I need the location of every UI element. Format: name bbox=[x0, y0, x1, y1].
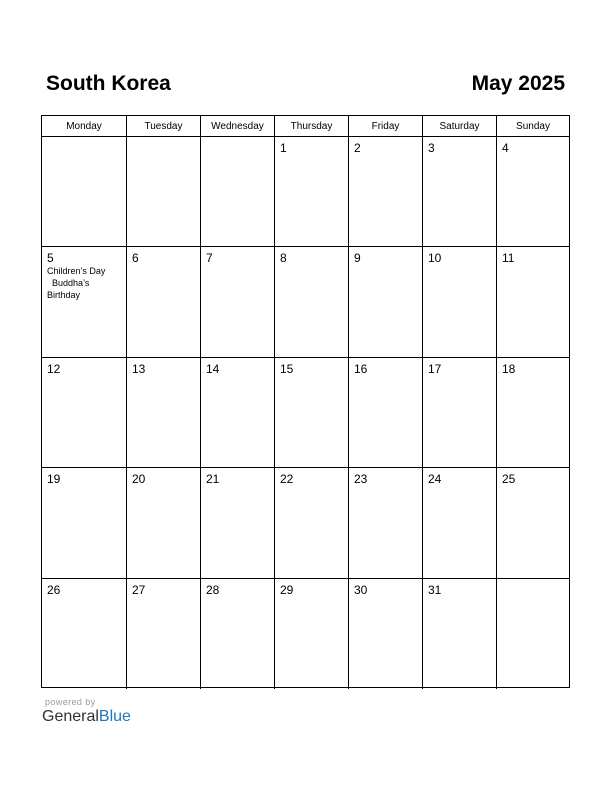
day-number: 3 bbox=[428, 141, 435, 155]
day-cell bbox=[275, 468, 349, 578]
day-number: 9 bbox=[354, 251, 361, 266]
day-cell bbox=[497, 468, 569, 578]
day-cell bbox=[423, 468, 497, 578]
day-number: 1 bbox=[280, 141, 287, 155]
day-number: 19 bbox=[47, 472, 61, 487]
day-number: 15 bbox=[280, 361, 294, 376]
weekday-header-sunday: Sunday bbox=[497, 116, 569, 137]
day-number: 5 bbox=[47, 251, 54, 266]
weekday-header-monday: Monday bbox=[42, 116, 127, 137]
day-number: 22 bbox=[280, 472, 294, 487]
day-number: 8 bbox=[280, 251, 287, 266]
day-number: 23 bbox=[354, 472, 368, 487]
day-number: 12 bbox=[47, 361, 61, 376]
day-number: 13 bbox=[132, 361, 146, 376]
day-cell bbox=[497, 247, 569, 357]
day-number: 21 bbox=[206, 472, 220, 487]
day-cell bbox=[497, 579, 569, 689]
day-number: 20 bbox=[132, 472, 146, 487]
day-cell bbox=[423, 358, 497, 468]
day-cell bbox=[423, 137, 497, 247]
day-cell bbox=[349, 468, 423, 578]
day-cell bbox=[275, 358, 349, 468]
day-cell bbox=[42, 247, 127, 357]
weekday-header-tuesday: Tuesday bbox=[127, 116, 201, 137]
day-cell bbox=[349, 358, 423, 468]
day-cell bbox=[423, 247, 497, 357]
powered-by-label: powered by bbox=[45, 697, 96, 707]
day-cell bbox=[127, 247, 201, 357]
day-number: 31 bbox=[428, 582, 442, 597]
day-cell bbox=[127, 358, 201, 468]
day-number: 14 bbox=[206, 361, 220, 376]
weekday-header-saturday: Saturday bbox=[423, 116, 497, 137]
day-cell bbox=[201, 137, 275, 247]
logo-text-general: General bbox=[42, 708, 99, 725]
day-cell bbox=[127, 579, 201, 689]
day-cell bbox=[127, 137, 201, 247]
day-cell bbox=[201, 358, 275, 468]
weekday-header-row bbox=[42, 116, 569, 137]
day-number: 4 bbox=[502, 141, 509, 155]
day-number: 28 bbox=[206, 582, 220, 597]
day-number: 16 bbox=[354, 361, 368, 376]
day-number: 6 bbox=[132, 251, 139, 266]
day-number: 25 bbox=[502, 472, 516, 487]
day-cell bbox=[127, 468, 201, 578]
day-cell bbox=[275, 579, 349, 689]
day-number: 18 bbox=[502, 361, 516, 376]
day-number: 29 bbox=[280, 582, 294, 597]
day-number: 2 bbox=[354, 141, 361, 155]
day-number: 17 bbox=[428, 361, 442, 376]
day-cell bbox=[349, 579, 423, 689]
day-number: 11 bbox=[502, 251, 515, 266]
day-cell bbox=[275, 247, 349, 357]
day-cell bbox=[42, 468, 127, 578]
holiday-text-line: Buddha’s bbox=[47, 278, 90, 289]
weekday-header-thursday: Thursday bbox=[275, 116, 349, 137]
logo-text-blue: Blue bbox=[98, 708, 131, 725]
day-cell bbox=[42, 358, 127, 468]
day-cell bbox=[423, 579, 497, 689]
holiday-text-line: Children’s Day bbox=[47, 266, 106, 277]
weekday-header-wednesday: Wednesday bbox=[201, 116, 275, 137]
day-cell bbox=[201, 468, 275, 578]
day-number: 27 bbox=[132, 582, 146, 597]
day-cell bbox=[349, 137, 423, 247]
day-cell bbox=[42, 137, 127, 247]
day-number: 7 bbox=[206, 251, 213, 266]
calendar-grid bbox=[41, 115, 570, 688]
holiday-label bbox=[47, 265, 105, 301]
holiday-text-line: Birthday bbox=[47, 290, 81, 301]
day-cell bbox=[201, 247, 275, 357]
month-title: May 2025 bbox=[471, 72, 565, 95]
day-cell bbox=[201, 579, 275, 689]
day-number: 10 bbox=[428, 251, 442, 266]
day-cell bbox=[497, 358, 569, 468]
generalblue-logo[interactable] bbox=[42, 708, 131, 726]
day-cell bbox=[275, 137, 349, 247]
day-number: 26 bbox=[47, 582, 61, 597]
day-cell bbox=[349, 247, 423, 357]
day-cell bbox=[42, 579, 127, 689]
country-title: South Korea bbox=[46, 72, 171, 95]
weekday-header-friday: Friday bbox=[349, 116, 423, 137]
day-cell bbox=[497, 137, 569, 247]
day-number: 24 bbox=[428, 472, 442, 487]
day-number: 30 bbox=[354, 582, 368, 597]
